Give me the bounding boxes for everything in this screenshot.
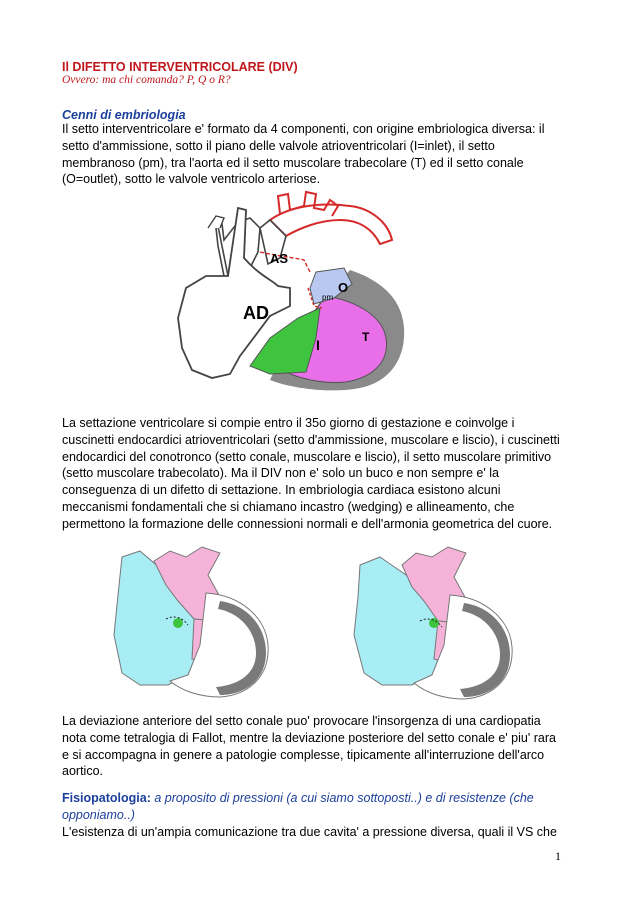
document-title: Il DIFETTO INTERVENTRICOLARE (DIV) xyxy=(62,60,298,74)
fisio-label: Fisiopatologia: xyxy=(62,791,151,805)
figure-septum-components xyxy=(120,188,420,398)
text-line: L'esistenza di un'ampia comunicazione tra due cavita' a pressione diversa, quali il VS che xyxy=(62,824,557,839)
text-line: endocardici del conotronco (setto conale, muscolare e liscio), il setto muscolare primitivo xyxy=(62,449,552,464)
label-ad: AD xyxy=(243,303,269,323)
label-as: AS xyxy=(270,251,289,266)
label-t: T xyxy=(362,330,370,344)
figure-posterior-deviation xyxy=(320,535,570,705)
label-pm: pm xyxy=(322,293,334,302)
figure-anterior-deviation xyxy=(70,535,320,705)
fisio-italic: a proposito di pressioni (a cui siamo sottoposti..) e di resistenze (che xyxy=(154,791,534,805)
text-line: opponiamo..) xyxy=(62,807,135,822)
aortic-arch xyxy=(270,205,392,244)
text-line: La settazione ventricolare si compie entro il 35o giorno di gestazione e coinvolge i xyxy=(62,416,515,430)
paragraph-conal-deviation xyxy=(62,713,582,780)
text-line: (O=outlet), sotto le valvole ventricolo arteriose. xyxy=(62,172,321,187)
paragraph-septation xyxy=(62,415,582,533)
text-line: aortico. xyxy=(62,764,103,779)
page-number: 1 xyxy=(555,849,561,863)
text-line: e si accompagna in genere a patologie complesse, tipicamente all'interruzione dell'arco xyxy=(62,747,545,762)
text-line: conseguenza di un difetto di settazione. In embriologia cardiaca esistono alcuni xyxy=(62,483,501,498)
paragraph-fisiopatologia xyxy=(62,790,582,840)
document-subtitle: Ovvero: ma chi comanda? P, Q o R? xyxy=(62,74,231,86)
text-line: setto d'ammissione, sotto il piano delle valvole atrioventricolari (I=inlet), il setto xyxy=(62,138,495,153)
text-line: permettono la formazione delle connessioni normali e dell'armonia geometrica del cuore. xyxy=(62,516,553,531)
text-line: (setto muscolare trabecolato). Ma il DIV non e' solo un buco e non sempre e' la xyxy=(62,466,499,481)
paragraph-embryology xyxy=(62,121,582,188)
text-line: membranoso (pm), tra l'aorta ed il setto muscolare trabecolare (T) ed il setto conale xyxy=(62,155,524,170)
label-o: O xyxy=(338,280,349,295)
section-heading: Cenni di embriologia xyxy=(62,108,186,122)
text-line: cuscinetti endocardici atrioventricolari (setto d'ammissione, muscolare e liscio), i cuscinetti xyxy=(62,432,560,447)
text-line: Il setto interventricolare e' formato da 4 componenti, con origine embriologica diversa: il xyxy=(62,122,545,136)
label-i: I xyxy=(316,337,320,353)
text-line: nota come tetralogia di Fallot, mentre la deviazione posteriore del setto conale e' piu' rara xyxy=(62,730,556,745)
text-line: La deviazione anteriore del setto conale puo' provocare l'insorgenza di una cardiopatia xyxy=(62,714,541,728)
septal-defect-marker xyxy=(429,618,439,628)
text-line xyxy=(62,790,582,807)
text-line: meccanismi fondamentali che si chiamano incastro (wedging) e allineamento, che xyxy=(62,499,515,514)
